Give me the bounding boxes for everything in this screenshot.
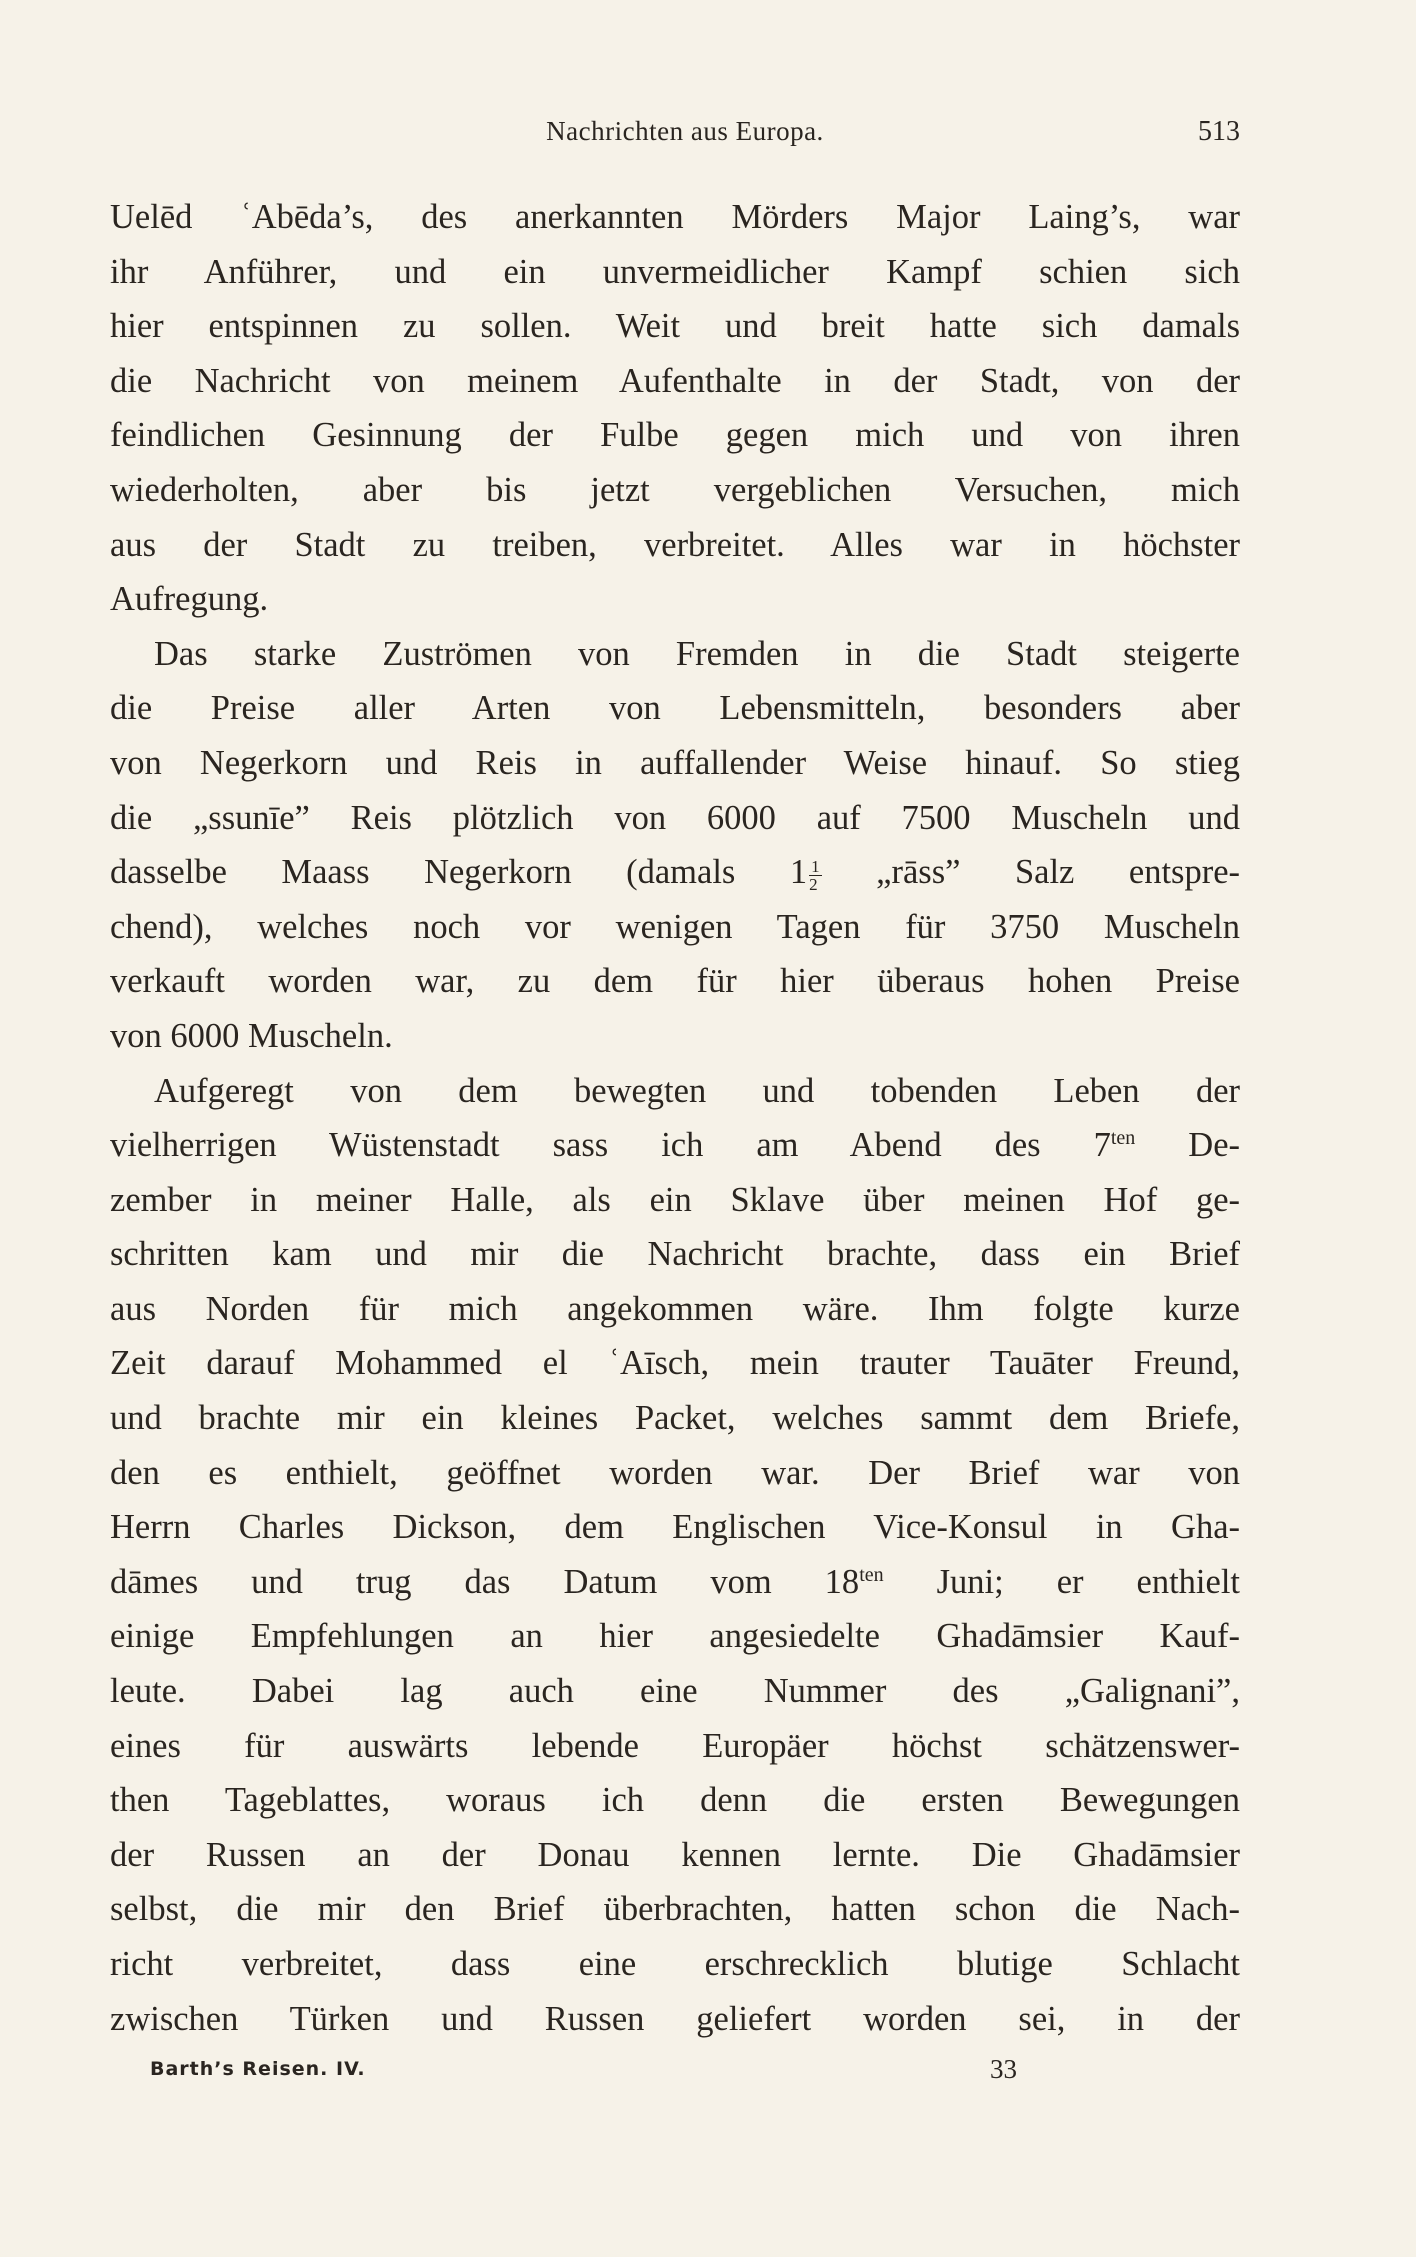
text-line: hier entspinnen zu sollen. Weit und breit hatte sich damals [110, 307, 1240, 346]
text-line: Das starke Zuströmen von Fremden in die Stadt steigerte [154, 634, 1240, 673]
text-line: schritten kam und mir die Nachricht brachte, dass ein Brief [110, 1235, 1240, 1274]
text-line: von Negerkorn und Reis in auffallender Weise hinauf. So stieg [110, 743, 1240, 782]
fraction-numerator: 1 [811, 856, 820, 876]
text-line: einige Empfehlungen an hier angesiedelte Ghadāmsier Kauf- [110, 1617, 1240, 1656]
text-line: die Preise aller Arten von Lebensmitteln, besonders aber [110, 689, 1240, 728]
text-line: Herrn Charles Dickson, dem Englischen Vice-Konsul in Gha- [110, 1508, 1240, 1547]
body-text [110, 190, 1240, 2046]
text-line: Aufgeregt von dem bewegten und tobenden Leben der [154, 1071, 1240, 1110]
text-line: richt verbreitet, dass eine erschrecklich blutige Schlacht [110, 1945, 1240, 1983]
text-line: zember in meiner Halle, als ein Sklave über meinen Hof ge- [110, 1180, 1240, 1219]
text-line: verkauft worden war, zu dem für hier überaus hohen Preise [110, 962, 1240, 1001]
text-line: Zeit darauf Mohammed el ʿAīsch, mein trauter Tauāter Freund, [110, 1344, 1240, 1383]
text-line: zwischen Türken und Russen geliefert worden sei, in der [110, 1999, 1240, 2038]
fraction-denominator: 2 [809, 874, 818, 894]
text-line: ihr Anführer, und ein unvermeidlicher Kampf schien sich [110, 252, 1240, 291]
text-line: leute. Dabei lag auch eine Nummer des „Galignani”, [110, 1672, 1240, 1711]
page-number: 513 [1198, 116, 1240, 147]
ordinal-superscript: ten [1110, 1127, 1136, 1150]
signature-mark: 33 [990, 2054, 1017, 2084]
text-line: then Tageblattes, woraus ich denn die ersten Bewegungen [110, 1781, 1240, 1820]
running-title: Nachrichten aus Europa. [546, 116, 824, 146]
text-line: der Russen an der Donau kennen lernte. Die Ghadāmsier [110, 1835, 1240, 1874]
line-segment: dasselbe Maass Negerkorn (damals 1 [110, 853, 808, 892]
text-line: eines für auswärts lebende Europäer höchst schätzenswer- [110, 1726, 1240, 1765]
text-line: die „ssunīe” Reis plötzlich von 6000 auf 7500 Muscheln und [110, 798, 1240, 837]
text-line: aus Norden für mich angekommen wäre. Ihm folgte kurze [110, 1289, 1240, 1328]
line-segment: dāmes und trug das Datum vom 18 [110, 1562, 860, 1601]
text-line: Uelēd ʿAbēda’s, des anerkannten Mörders Major Laing’s, war [110, 198, 1240, 236]
text-line: chend), welches noch vor wenigen Tagen für 3750 Muscheln [110, 907, 1240, 946]
text-line-with-superscript [110, 1118, 1240, 1173]
text-line: feindlichen Gesinnung der Fulbe gegen mich und von ihren [110, 416, 1240, 455]
text-line: aus der Stadt zu treiben, verbreitet. Alles war in höchster [110, 525, 1240, 564]
text-line-with-fraction [110, 845, 1240, 900]
text-line: wiederholten, aber bis jetzt vergeblichen Versuchen, mich [110, 470, 1240, 509]
line-segment: „rāss” Salz entspre- [821, 853, 1240, 892]
line-segment: vielherrigen Wüstenstadt sass ich am Abend des 7 [110, 1126, 1111, 1165]
running-head [110, 116, 1240, 156]
line-segment: Juni; er enthielt [883, 1562, 1240, 1601]
text-line: den es enthielt, geöffnet worden war. Der Brief war von [110, 1453, 1240, 1492]
text-line: die Nachricht von meinem Aufenthalte in der Stadt, von der [110, 361, 1240, 400]
line-segment: De- [1135, 1126, 1240, 1165]
text-line: von 6000 Muscheln. [110, 1016, 393, 1055]
fraction [809, 858, 822, 893]
footer-book-title: Barth’s Reisen. IV. [150, 2058, 366, 2080]
text-line: Aufregung. [110, 580, 269, 619]
ordinal-superscript: ten [859, 1563, 884, 1586]
text-line-with-superscript [110, 1555, 1240, 1610]
page-footer [110, 2054, 1240, 2098]
text-line: und brachte mir ein kleines Packet, welches sammt dem Briefe, [110, 1399, 1240, 1438]
text-line: selbst, die mir den Brief überbrachten, hatten schon die Nach- [110, 1890, 1240, 1929]
